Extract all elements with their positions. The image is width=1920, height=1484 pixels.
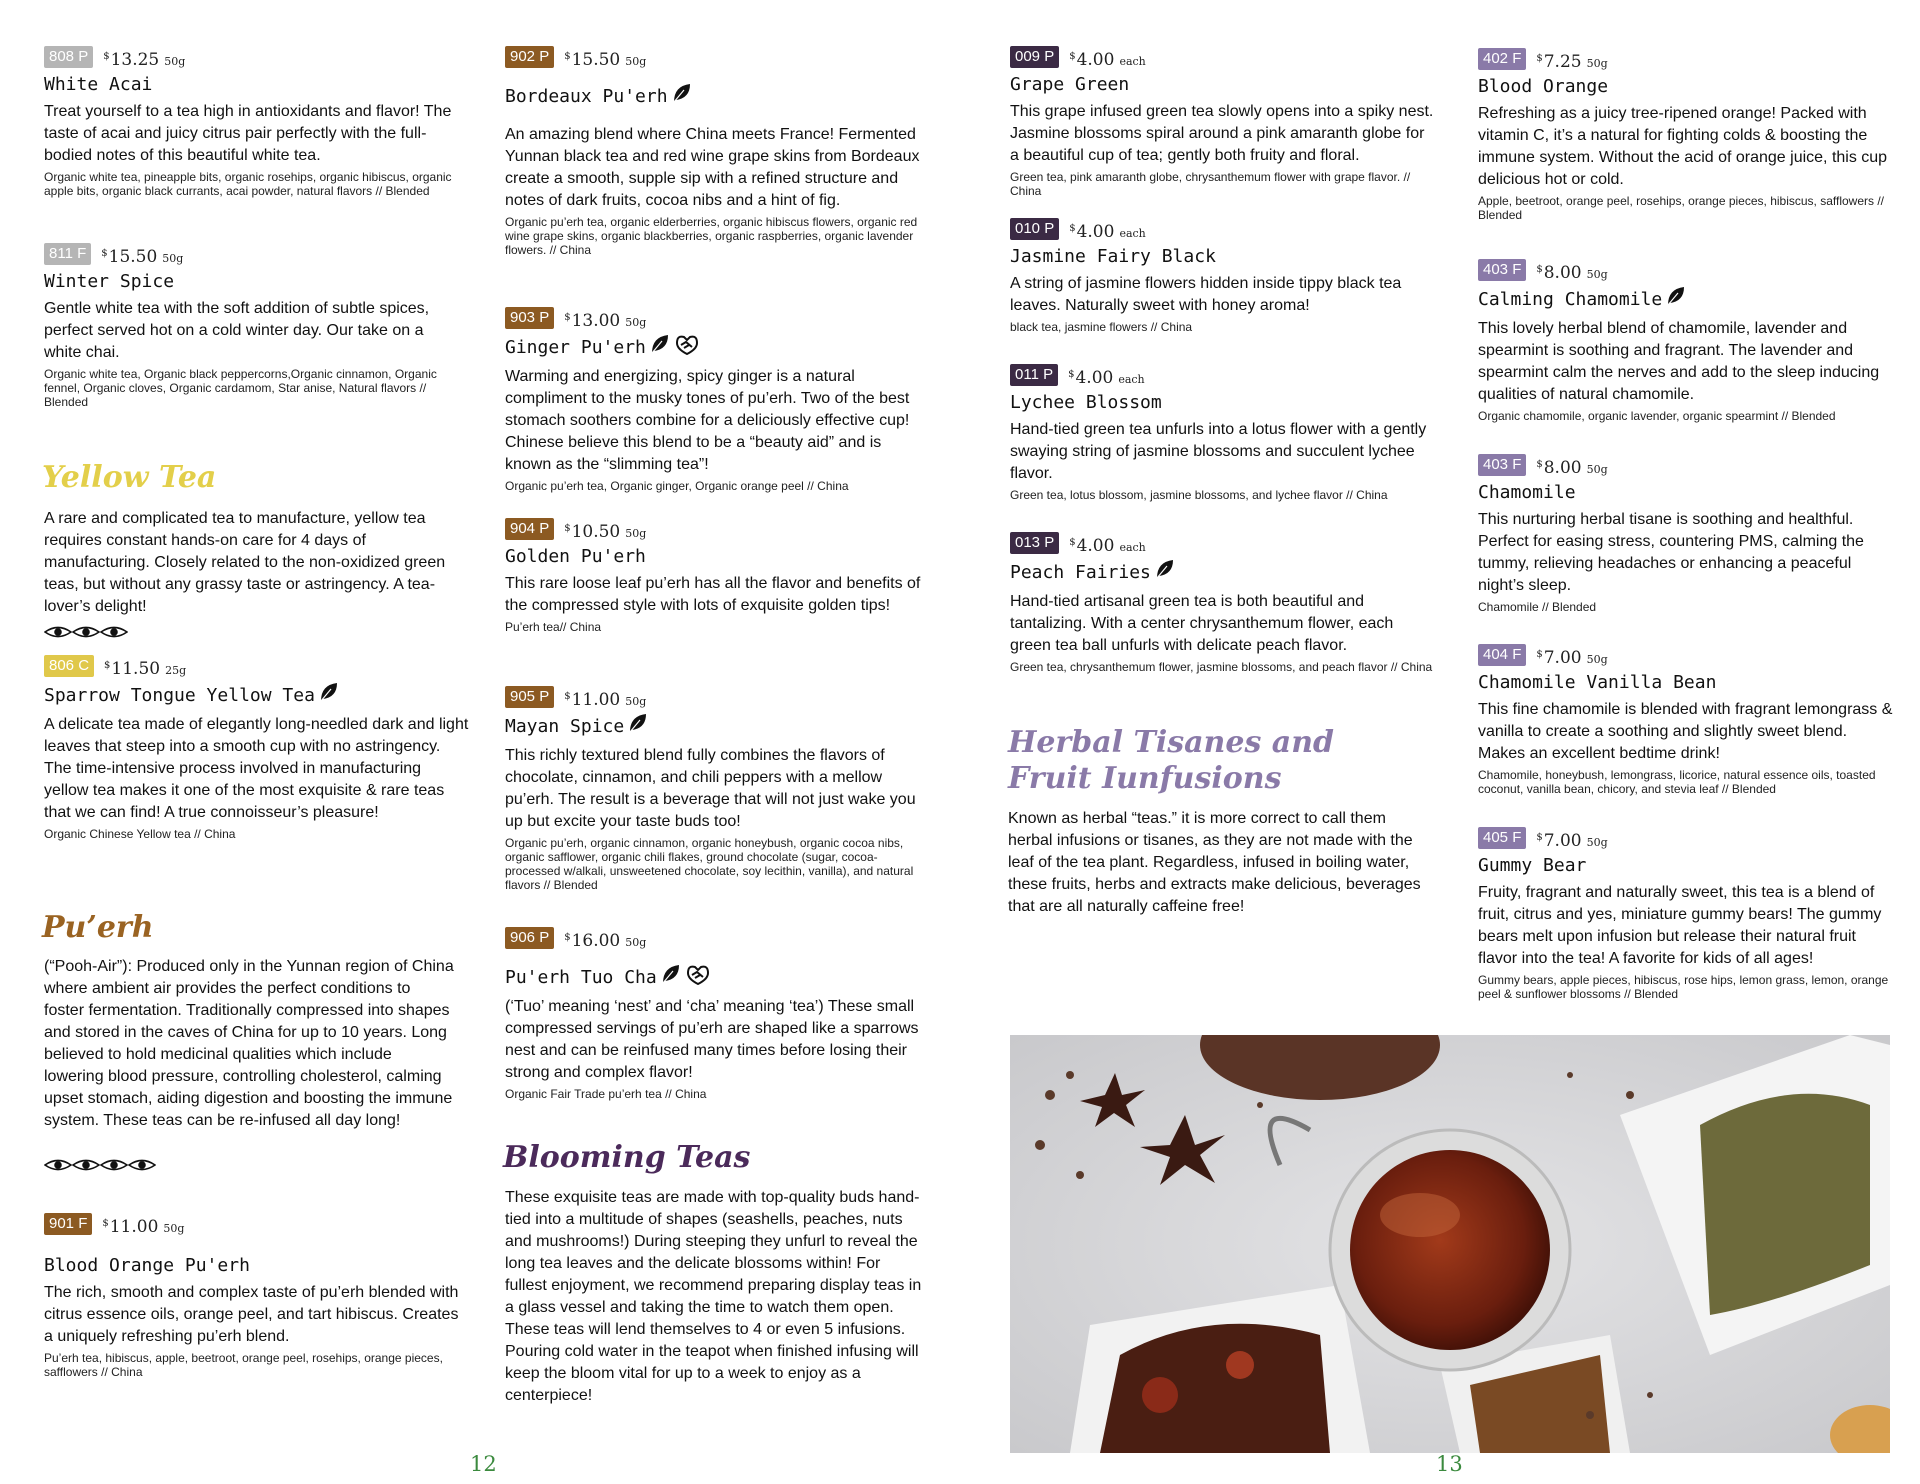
tea-ingredients: Gummy bears, apple pieces, hibiscus, rose hips, lemon grass, lemon, orange peel & sunflower blossoms // Blended — [1478, 973, 1889, 1001]
price: $4.00 each — [1069, 50, 1146, 70]
tea-ingredients: Organic white tea, Organic black peppercorns,Organic cinnamon, Organic fennel, Organic cloves, Organic cardamom, Star anise, Natural flavors // Blended — [44, 367, 437, 409]
organic-leaf-icon — [1155, 558, 1175, 588]
price: $8.00 50g — [1536, 458, 1608, 478]
page-number-left: 12 — [470, 1452, 497, 1476]
section-description-puerh: (“Pooh-Air”): Produced only in the Yunnan region of China where ambient air provides the perfect conditions to foster fermentation. Traditionally compressed into shapes and stored in the caves of China for up to 10 years. Long believed to hold medicinal qualities which include lowering blood pressure, controlling cholesterol, calming upset stomach, aiding digestion and boosting the immune system. These teas can be re-infused all day long! — [44, 958, 454, 1129]
tea-ingredients: Apple, beetroot, orange peel, rosehips, orange pieces, hibiscus, safflowers // Blended — [1478, 194, 1885, 222]
product-code: 902 P — [505, 46, 554, 68]
tea-item-peach-fairies — [1010, 532, 1435, 674]
tea-item-chamomile — [1478, 454, 1898, 614]
price: $11.00 50g — [564, 690, 647, 710]
tea-description: Treat yourself to a tea high in antioxidants and flavor! The taste of acai and juicy citrus pair perfectly with the full-bodied notes of this beautiful white tea. — [44, 103, 452, 164]
tea-description: Hand-tied artisanal green tea is both beautiful and tantalizing. With a center chrysanthemum flower, each green tea ball unfurls with delicate peach flavor. — [1010, 593, 1394, 654]
tea-name: Lychee Blossom — [1010, 392, 1162, 413]
tea-name: White Acai — [44, 74, 153, 95]
tea-ingredients: Chamomile // Blended — [1478, 600, 1597, 614]
tea-description: Gentle white tea with the soft addition of subtle spices, perfect served hot on a cold winter day. Our take on a white chai. — [44, 300, 430, 361]
product-code: 811 F — [44, 243, 91, 265]
tea-name: Chamomile Vanilla Bean — [1478, 672, 1717, 693]
steep-eyes-icon — [44, 624, 128, 640]
product-code: 906 P — [505, 927, 554, 949]
tea-description: Refreshing as a juicy tree-ripened orange! Packed with vitamin C, it’s a natural for fighting colds & boosting the immune system. Without the acid of orange juice, this cup delicious hot or cold. — [1478, 105, 1888, 188]
tea-item-golden-puerh — [505, 518, 925, 634]
tea-description: (‘Tuo’ meaning ‘nest’ and ‘cha’ meaning ‘tea’) These small compressed servings of pu’erh are shaped like a sparrows nest and can be reinfused many times before losing their strong and complex flavor! — [505, 998, 919, 1081]
product-code: 904 P — [505, 518, 554, 540]
tea-description: This grape infused green tea slowly opens into a spiky nest. Jasmine blossoms spiral around a pink amaranth globe for a beautiful cup of tea; gently both fruity and floral. — [1010, 103, 1434, 164]
tea-item-tuo-cha — [505, 927, 925, 1101]
price: $13.25 50g — [103, 50, 186, 70]
tea-name: Gummy Bear — [1478, 855, 1587, 876]
tea-description: A delicate tea made of elegantly long-needled dark and light leaves that steep into a smooth cup with no astringency. The time-intensive process involved in manufacturing yellow tea makes it one of the most exquisite & rare teas that we can find! A true connoisseur’s pleasure! — [44, 716, 469, 821]
organic-leaf-icon — [672, 82, 692, 112]
tea-item-mayan-spice — [505, 686, 925, 892]
tea-item-chamomile-vanilla-bean — [1478, 644, 1898, 796]
tea-description: An amazing blend where China meets France! Fermented Yunnan black tea and red wine grape skins from Bordeaux create a smooth, supple sip with a refined structure and notes of dark fruits, cocoa nibs and a hint of fig. — [505, 126, 920, 209]
tea-description: Warming and energizing, spicy ginger is a natural compliment to the musky tones of pu’erh. Two of the best stomach soothers combine for a deliciously effective cup! Chinese believe this blend to be a “beauty aid” and is known as the “slimming tea”! — [505, 368, 910, 473]
tea-ingredients: Organic chamomile, organic lavender, organic spearmint // Blended — [1478, 409, 1836, 423]
price: $7.00 50g — [1536, 648, 1608, 668]
product-code: 402 F — [1478, 48, 1526, 70]
section-title-puerh: Pu’erh — [42, 910, 154, 945]
tea-description: Hand-tied green tea unfurls into a lotus flower with a gently swaying string of jasmine blossoms and succulent lychee flavor. — [1010, 421, 1427, 482]
tea-description: This nurturing herbal tisane is soothing and healthful. Perfect for easing stress, countering PMS, calming the tummy, relieving headaches or enhancing a peaceful night’s sleep. — [1478, 511, 1864, 594]
tea-description: This fine chamomile is blended with fragrant lemongrass & vanilla to create a soothing and slightly sweet blend. Makes an excellent bedtime drink! — [1478, 701, 1893, 762]
price: $8.00 50g — [1536, 263, 1608, 283]
price: $16.00 50g — [564, 931, 647, 951]
section-title-blooming-teas: Blooming Teas — [503, 1140, 751, 1175]
tea-ingredients: Green tea, lotus blossom, jasmine blossoms, and lychee flavor // China — [1010, 488, 1388, 502]
tea-name: Winter Spice — [44, 271, 175, 292]
page-number-right: 13 — [1436, 1452, 1463, 1476]
tea-item-calming-chamomile — [1478, 259, 1898, 423]
product-code: 901 F — [44, 1213, 92, 1235]
organic-leaf-icon — [661, 963, 681, 993]
product-code: 009 P — [1010, 46, 1059, 68]
tea-description: This lovely herbal blend of chamomile, lavender and spearmint is soothing and fragrant. The lavender and spearmint calm the nerves and add to the sleep inducing qualities of natural chamomile. — [1478, 320, 1880, 403]
tea-item-blood-orange — [1478, 48, 1898, 222]
tea-item-blood-orange-puerh — [44, 1213, 464, 1379]
tea-name: Chamomile — [1478, 482, 1576, 503]
tea-item-sparrow-tongue — [44, 655, 469, 841]
tea-item-winter-spice — [44, 243, 454, 409]
tea-ingredients: Organic pu’erh, organic cinnamon, organic honeybush, organic cocoa nibs, organic safflower, organic chili flakes, ground chocolate (sugar, cocoa-processed w/alkali, unsweetened chocolate, soy lecithin, vanilla), and natural flavors // Blended — [505, 836, 914, 892]
tea-name: Jasmine Fairy Black — [1010, 246, 1216, 267]
tea-photo — [1010, 1035, 1890, 1453]
tea-ingredients: Pu’erh tea// China — [505, 620, 602, 634]
product-code: 405 F — [1478, 827, 1526, 849]
tea-item-ginger-puerh — [505, 307, 925, 493]
tea-name: Peach Fairies — [1010, 558, 1435, 588]
tea-description: Fruity, fragrant and naturally sweet, this tea is a blend of fruit, citrus and yes, miniature gummy bears! The gummy bears melt upon infusion but release their natural fruit flavor into the tea! A favorite for kids of all ages! — [1478, 884, 1882, 967]
tea-name: Ginger Pu'erh — [505, 333, 925, 363]
tea-name: Golden Pu'erh — [505, 546, 646, 567]
section-title-herbal — [1008, 725, 1334, 797]
product-code: 404 F — [1478, 644, 1526, 666]
section-title-herbal-line1: Herbal Tisanes and — [1008, 725, 1335, 760]
tea-ingredients: Chamomile, honeybush, lemongrass, licorice, natural essence oils, toasted coconut, vanilla bean, chicory, and stevia leaf // Blended — [1478, 768, 1876, 796]
tea-item-jasmine-fairy-black — [1010, 218, 1435, 334]
tea-ingredients: Green tea, pink amaranth globe, chrysanthemum flower with grape flavor. // China — [1010, 170, 1411, 198]
tea-description: The rich, smooth and complex taste of pu’erh blended with citrus essence oils, orange peel, and tart hibiscus. Creates a uniquely refreshing pu’erh blend. — [44, 1284, 459, 1345]
section-description-yellow-tea: A rare and complicated tea to manufacture, yellow tea requires constant hands-on care for 4 days of manufacturing. Closely related to the non-oxidized green teas, but without any grassy taste or astringency. A tea-lover’s delight! — [44, 510, 446, 615]
product-code: 903 P — [505, 307, 554, 329]
tea-name: Blood Orange — [1478, 76, 1609, 97]
tea-name: Blood Orange Pu'erh — [44, 1255, 250, 1276]
tea-item-bordeaux-puerh — [505, 46, 925, 257]
organic-leaf-icon — [628, 712, 648, 742]
tea-ingredients: Organic white tea, pineapple bits, organic rosehips, organic hibiscus, organic apple bits, organic black currants, acai powder, natural flavors // Blended — [44, 170, 452, 198]
product-code: 011 P — [1010, 364, 1058, 386]
product-code: 806 C — [44, 655, 94, 677]
organic-leaf-icon — [319, 681, 339, 711]
product-code: 905 P — [505, 686, 554, 708]
price: $11.00 50g — [102, 1217, 185, 1237]
tea-description: This rare loose leaf pu’erh has all the flavor and benefits of the compressed style with lots of exquisite golden tips! — [505, 575, 921, 614]
tea-description: A string of jasmine flowers hidden inside tippy black tea leaves. Naturally sweet with honey aroma! — [1010, 275, 1402, 314]
tea-name: Pu'erh Tuo Cha — [505, 963, 925, 993]
tea-name: Sparrow Tongue Yellow Tea — [44, 681, 469, 711]
product-code: 808 P — [44, 46, 93, 68]
product-code: 010 P — [1010, 218, 1059, 240]
tea-ingredients: Pu’erh tea, hibiscus, apple, beetroot, orange peel, rosehips, orange pieces, safflowers // China — [44, 1351, 443, 1379]
price: $7.25 50g — [1536, 52, 1608, 72]
tea-description: This richly textured blend fully combines the flavors of chocolate, cinnamon, and chili peppers with a mellow pu’erh. The result is a beverage that will not just wake you up but excite your taste buds too! — [505, 747, 916, 830]
price: $4.00 each — [1069, 222, 1146, 242]
tea-name: Mayan Spice — [505, 712, 925, 742]
tea-ingredients: Organic pu’erh tea, organic elderberries, organic hibiscus flowers, organic red wine grape skins, organic blackberries, organic raspberries, organic lavender flowers. // China — [505, 215, 918, 257]
price: $13.00 50g — [564, 311, 647, 331]
tea-item-grape-green — [1010, 46, 1435, 198]
tea-name: Grape Green — [1010, 74, 1130, 95]
tea-name: Calming Chamomile — [1478, 285, 1898, 315]
section-title-yellow-tea: Yellow Tea — [42, 460, 217, 495]
price: $10.50 50g — [564, 522, 647, 542]
tea-name: Bordeaux Pu'erh — [505, 82, 925, 112]
tea-ingredients: Organic Chinese Yellow tea // China — [44, 827, 236, 841]
tea-item-lychee-blossom — [1010, 364, 1435, 502]
organic-leaf-icon — [1666, 285, 1686, 315]
tea-ingredients: Green tea, chrysanthemum flower, jasmine blossoms, and peach flavor // China — [1010, 660, 1433, 674]
tea-ingredients: Organic Fair Trade pu’erh tea // China — [505, 1087, 707, 1101]
product-code: 013 P — [1010, 532, 1059, 554]
section-title-herbal-line2: Fruit Iunfusions — [1008, 761, 1282, 796]
price: $15.50 50g — [101, 247, 184, 267]
fair-trade-handshake-icon — [685, 963, 711, 993]
product-code: 403 F — [1478, 259, 1526, 281]
price: $11.50 25g — [104, 659, 187, 679]
product-code: 403 F — [1478, 454, 1526, 476]
section-description-herbal: Known as herbal “teas.” it is more correct to call them herbal infusions or tisanes, as they are not made with the leaf of the tea plant. Regardless, infused in boiling water, these fruits, herbs and extracts make delicious, beverages that are all naturally caffeine free! — [1008, 810, 1421, 915]
price: $7.00 50g — [1536, 831, 1608, 851]
price: $4.00 each — [1068, 368, 1145, 388]
price: $4.00 each — [1069, 536, 1146, 556]
tea-ingredients: black tea, jasmine flowers // China — [1010, 320, 1193, 334]
organic-leaf-icon — [650, 333, 670, 363]
tea-ingredients: Organic pu’erh tea, Organic ginger, Organic orange peel // China — [505, 479, 849, 493]
tea-item-white-acai — [44, 46, 464, 198]
section-description-blooming-teas: These exquisite teas are made with top-quality buds hand-tied into a multitude of shapes (seashells, peaches, nuts and mushrooms!) During steeping they unfurl to reveal the long tea leaves and the delicate blossoms within! For fullest enjoyment, we recommend preparing display teas in a glass vessel and taking the time to watch them open. These teas will lend themselves to 4 or even 5 infusions. Pouring cold water in the teapot when finished infusing will keep the bloom vital for up to a week to enjoy as a centerpiece! — [505, 1189, 922, 1404]
tea-item-gummy-bear — [1478, 827, 1898, 1001]
price: $15.50 50g — [564, 50, 647, 70]
steep-eyes-icon — [44, 1157, 156, 1173]
fair-trade-handshake-icon — [674, 333, 700, 363]
